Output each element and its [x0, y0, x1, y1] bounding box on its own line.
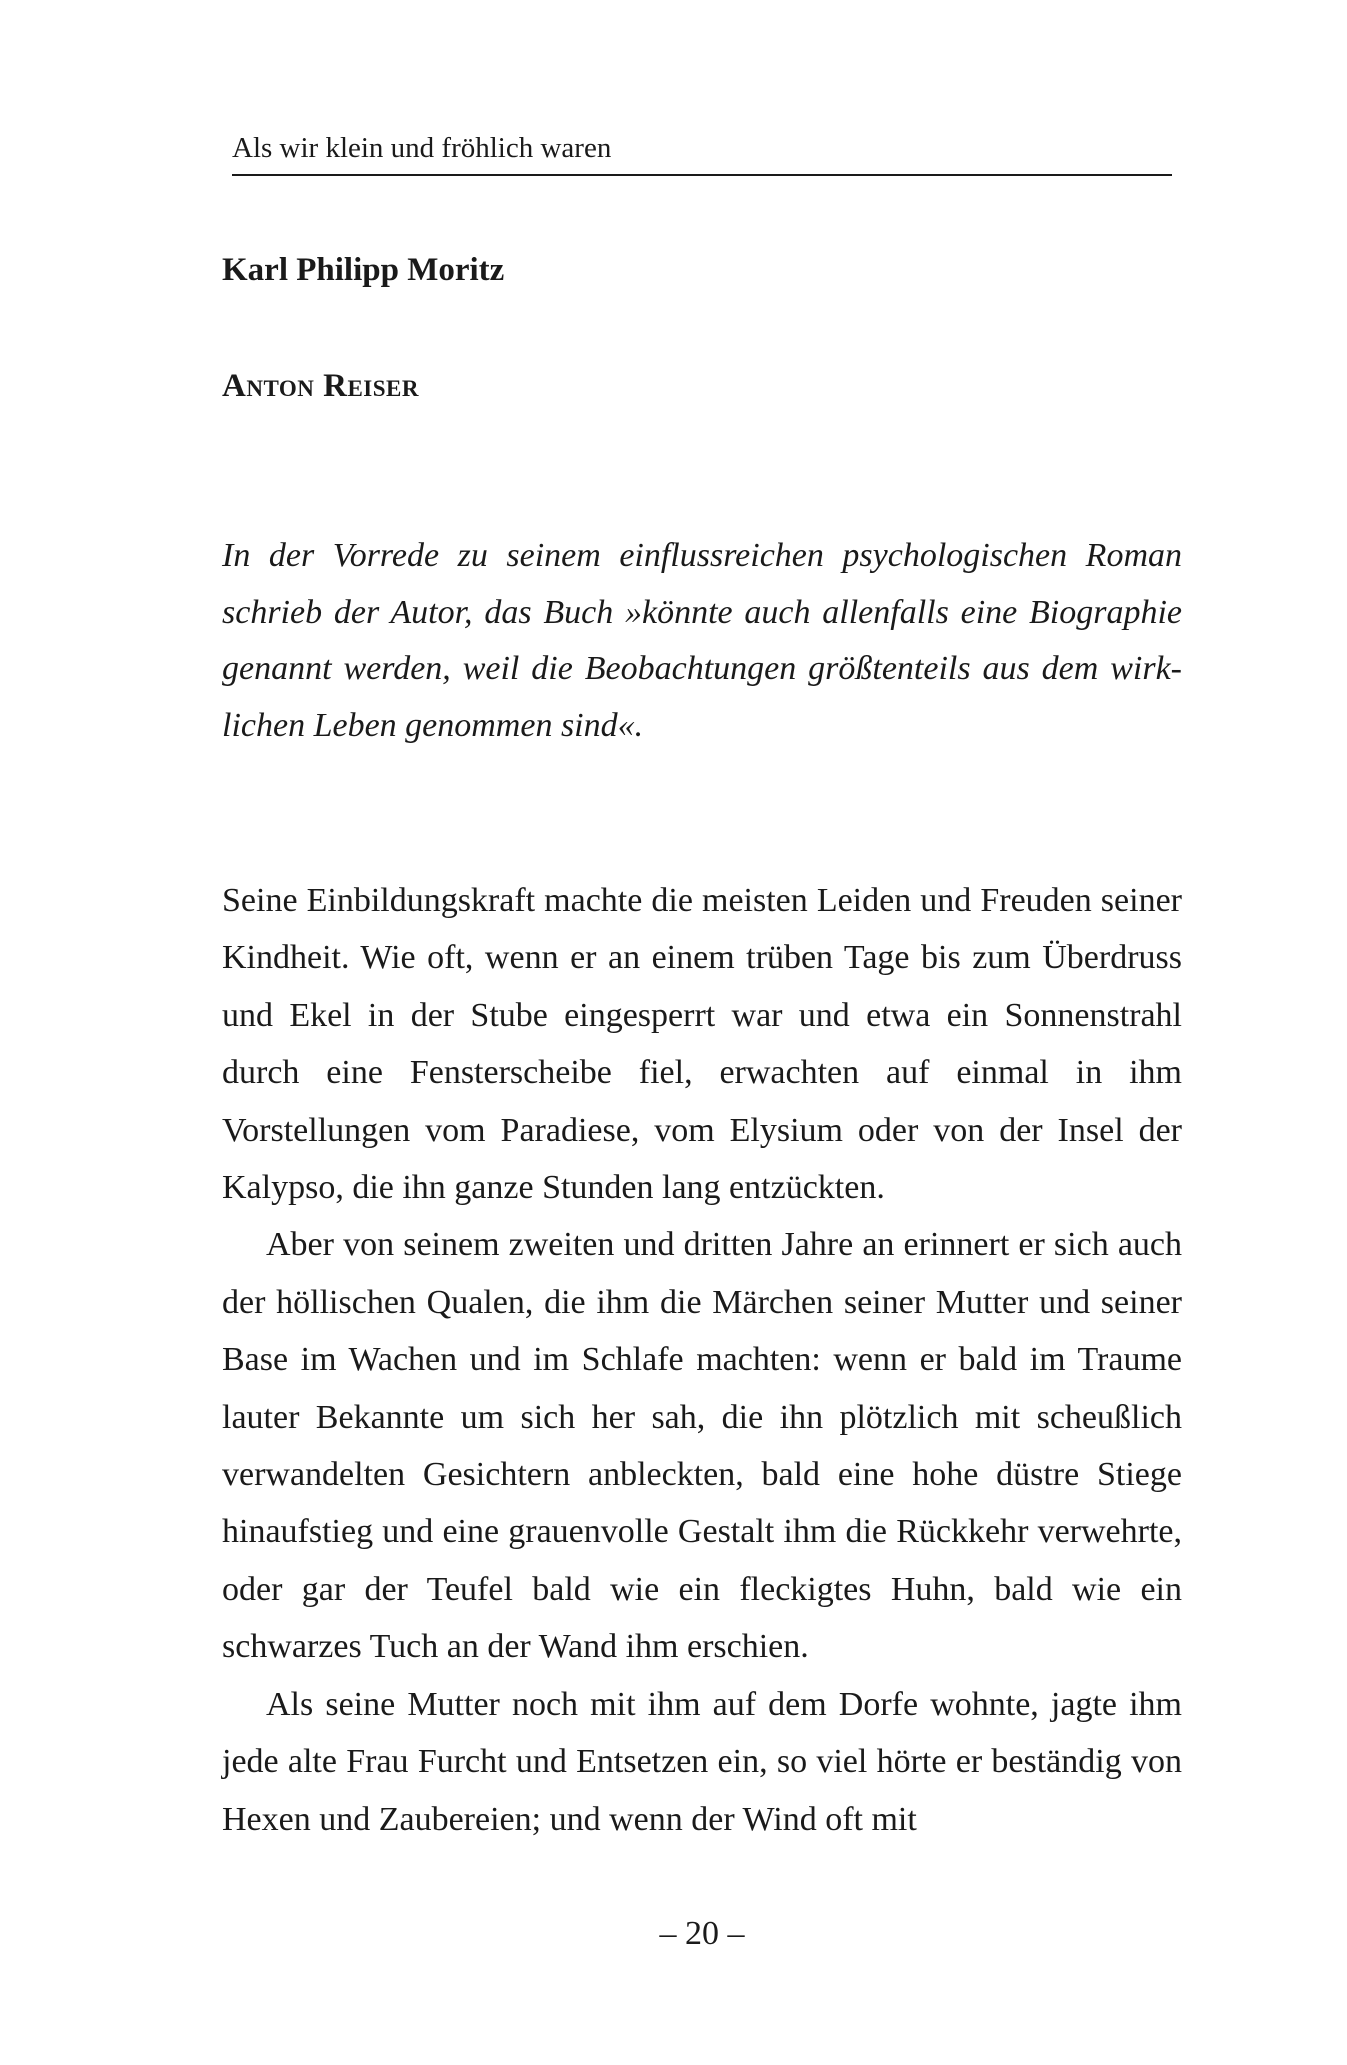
work-title: Anton Reiser: [222, 368, 419, 404]
body-paragraph-2: Aber von seinem zweiten und dritten Jahre an erinnert er sich auch der höllischen Qualen, die ihm die Märchen seiner Mutter und seiner Base im Wachen und im Schlafe machten: wenn er bald im Traume lauter Bekannte um sich her sah, die ihn plötzlich mit scheußlich verwandelten Gesichtern anbleckten, bald eine hohe düstre Stiege hinaufstieg und eine grauenvolle Gestalt ihm die Rückkehr verwehrte, oder gar der Teufel bald wie ein fleckigtes Huhn, bald wie ein schwarzes Tuch an der Wand ihm erschien.: [222, 1226, 1182, 1666]
running-header: Als wir klein und fröhlich waren: [232, 128, 1172, 176]
body-text: [222, 872, 1182, 1848]
body-paragraph-3: Als seine Mutter noch mit ihm auf dem Dorfe wohnte, jagte ihm jede alte Frau Furcht und Entsetzen ein, so viel hörte er beständig von Hexen und Zaubereien; und wenn der Wind oft mit: [222, 1685, 1182, 1838]
intro-paragraph: In der Vorrede zu seinem einflussreichen psychologischen Roman schrieb der Autor, das Buch »könnte auch allenfalls eine Biographie genannt werden, weil die Beobachtungen größtenteils aus dem wirklichen Leben genommen sind«.: [222, 537, 1182, 744]
body-paragraph-1: Seine Einbildungskraft machte die meisten Leiden und Freuden seiner Kindheit. Wie oft, wenn er an einem trüben Tage bis zum Überdruss und Ekel in der Stube eingesperrt war und etwa ein Sonnenstrahl durch eine Fensterscheibe fiel, erwachten auf einmal in ihm Vorstellungen vom Paradiese, vom Elysium oder von der Insel der Kalypso, die ihn ganze Stunden lang entzückten.: [222, 882, 1182, 1207]
page-number: – 20 –: [659, 1915, 745, 1952]
author-name: Karl Philipp Moritz: [222, 252, 505, 288]
